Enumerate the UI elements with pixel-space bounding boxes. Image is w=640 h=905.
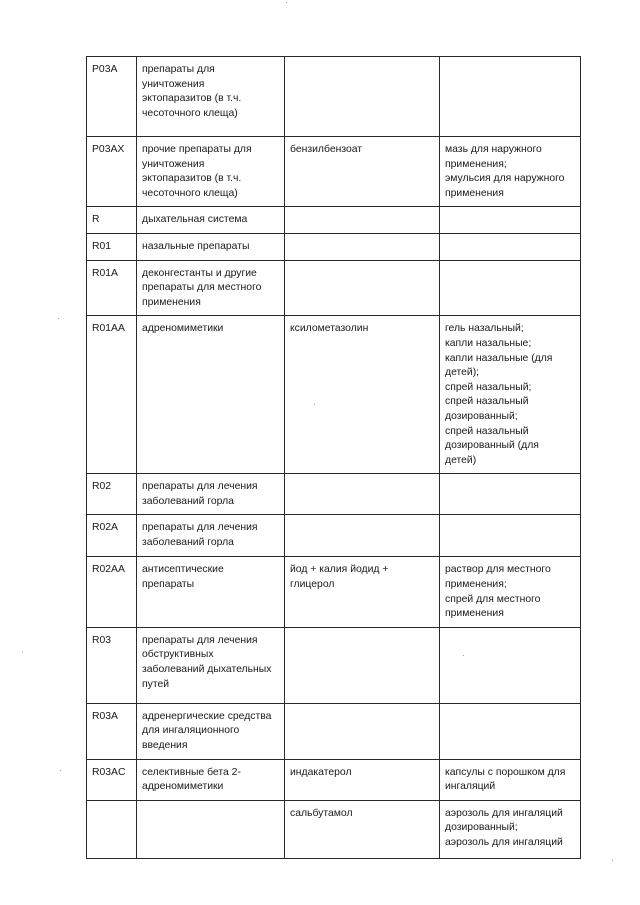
cell-dosage-form — [440, 207, 581, 234]
cell-atc-code — [87, 800, 137, 858]
cell-atc-code: R — [87, 207, 137, 234]
cell-dosage-form — [440, 57, 581, 137]
cell-substance: индакатерол — [285, 759, 440, 800]
table-row — [87, 260, 581, 316]
cell-anatomical-group: адреномиметики — [137, 316, 285, 474]
cell-atc-code: R03A — [87, 703, 137, 759]
table-row — [87, 703, 581, 759]
cell-atc-code: R02AA — [87, 557, 137, 627]
scan-speck — [612, 860, 613, 861]
table-row — [87, 57, 581, 137]
cell-substance — [285, 233, 440, 260]
scan-speck — [286, 2, 287, 3]
cell-atc-code: R03AC — [87, 759, 137, 800]
cell-anatomical-group: адренергические средства для ингаляционного введения — [137, 703, 285, 759]
cell-substance: ксилометазолин — [285, 316, 440, 474]
table-row — [87, 137, 581, 207]
cell-anatomical-group: деконгестанты и другие препараты для местного применения — [137, 260, 285, 316]
cell-atc-code: P03AX — [87, 137, 137, 207]
cell-dosage-form — [440, 260, 581, 316]
cell-substance — [285, 515, 440, 557]
scan-speck — [22, 652, 23, 653]
cell-anatomical-group: дыхательная система — [137, 207, 285, 234]
cell-dosage-form: гель назальный; капли назальные; капли назальные (для детей); спрей назальный; спрей назальный дозированный; спрей назальный дозированный (для детей) — [440, 316, 581, 474]
cell-dosage-form — [440, 627, 581, 703]
table-row — [87, 233, 581, 260]
cell-anatomical-group: антисептические препараты — [137, 557, 285, 627]
cell-dosage-form: аэрозоль для ингаляций дозированный; аэрозоль для ингаляций — [440, 800, 581, 858]
cell-substance: сальбутамол — [285, 800, 440, 858]
table-row — [87, 557, 581, 627]
cell-anatomical-group: прочие препараты для уничтожения эктопаразитов (в т.ч. чесоточного клеща) — [137, 137, 285, 207]
cell-substance: бензилбензоат — [285, 137, 440, 207]
cell-atc-code: P03A — [87, 57, 137, 137]
cell-substance: йод + калия йодид + глицерол — [285, 557, 440, 627]
cell-atc-code: R02 — [87, 474, 137, 515]
drug-classification-table — [86, 56, 581, 859]
cell-anatomical-group: препараты для лечения заболеваний горла — [137, 474, 285, 515]
table-row — [87, 515, 581, 557]
cell-substance — [285, 703, 440, 759]
cell-dosage-form — [440, 703, 581, 759]
table-row — [87, 316, 581, 474]
cell-atc-code: R01A — [87, 260, 137, 316]
scan-speck — [314, 404, 315, 405]
cell-atc-code: R02A — [87, 515, 137, 557]
scan-speck — [463, 655, 464, 656]
cell-dosage-form: капсулы с порошком для ингаляций — [440, 759, 581, 800]
cell-dosage-form — [440, 233, 581, 260]
table-row — [87, 800, 581, 858]
cell-dosage-form: мазь для наружного применения; эмульсия для наружного применения — [440, 137, 581, 207]
cell-substance — [285, 260, 440, 316]
cell-atc-code: R01 — [87, 233, 137, 260]
scan-speck — [60, 770, 61, 771]
cell-anatomical-group: назальные препараты — [137, 233, 285, 260]
table-row — [87, 627, 581, 703]
cell-dosage-form — [440, 515, 581, 557]
cell-anatomical-group: препараты для лечения обструктивных заболеваний дыхательных путей — [137, 627, 285, 703]
table-row — [87, 759, 581, 800]
cell-substance — [285, 627, 440, 703]
cell-dosage-form: раствор для местного применения; спрей для местного применения — [440, 557, 581, 627]
cell-anatomical-group: селективные бета 2- адреномиметики — [137, 759, 285, 800]
cell-atc-code: R01AA — [87, 316, 137, 474]
table-row — [87, 207, 581, 234]
cell-substance — [285, 474, 440, 515]
table-row — [87, 474, 581, 515]
scan-speck — [58, 318, 59, 319]
cell-anatomical-group — [137, 800, 285, 858]
cell-substance — [285, 57, 440, 137]
cell-anatomical-group: препараты для лечения заболеваний горла — [137, 515, 285, 557]
cell-anatomical-group: препараты для уничтожения эктопаразитов (в т.ч. чесоточного клеща) — [137, 57, 285, 137]
cell-dosage-form — [440, 474, 581, 515]
table-body — [87, 57, 581, 859]
cell-substance — [285, 207, 440, 234]
cell-atc-code: R03 — [87, 627, 137, 703]
